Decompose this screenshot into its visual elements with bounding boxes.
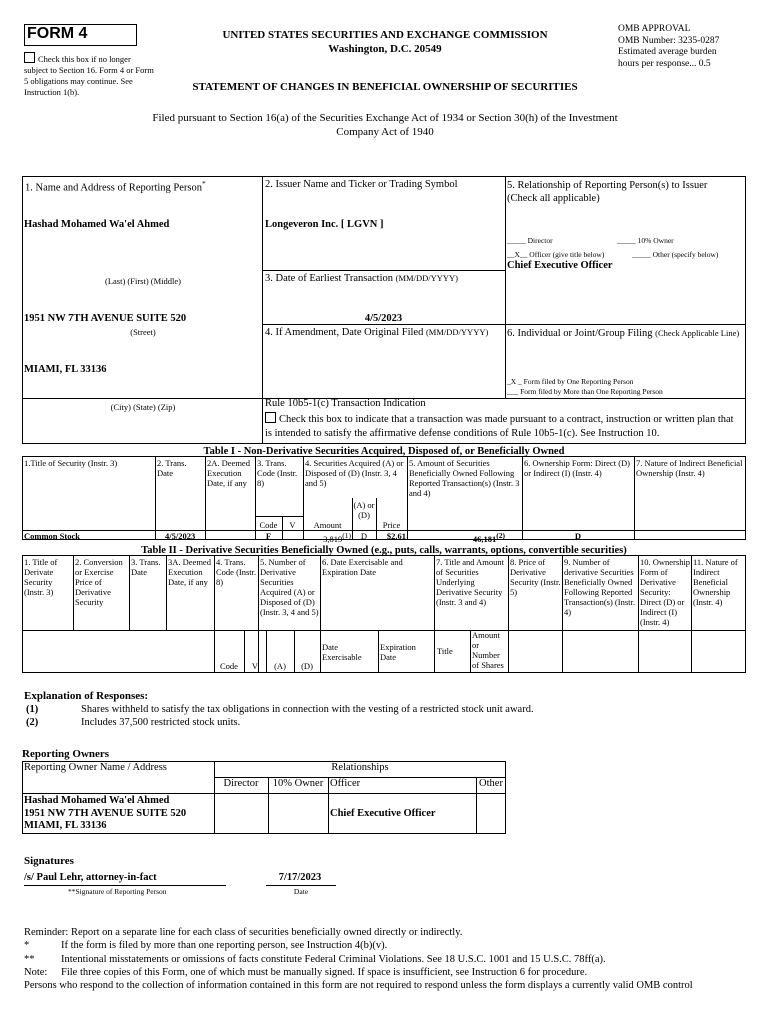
t2-col6-header: 6. Date Exercisable and Expiration Date (322, 557, 403, 577)
t1-col4-header: 4. Securities Acquired (A) or Disposed of (D) (Instr. 3, 4 and 5) (305, 458, 404, 488)
street-label: (Street) (130, 327, 156, 337)
explanation-note-2: Includes 37,500 restricted stock units. (81, 717, 241, 728)
footer-persons-text: Persons who respond to the collection of information contained in this form are not required to respond unless the form displays a currently valid OMB control (24, 980, 693, 991)
t2-sub-d: (D) (301, 661, 313, 671)
t1-col5-header: 5. Amount of Securities Beneficially Owned Following Reported Transaction(s) (Instr. 3 and 4) (409, 458, 520, 498)
statement-title: STATEMENT OF CHANGES IN BENEFICIAL OWNERSHIP OF SECURITIES (192, 81, 578, 93)
signature-name: /s/ Paul Lehr, attorney-in-fact (24, 872, 157, 883)
owners-col-other: Other (479, 778, 503, 789)
owners-col-10pct: 10% Owner (272, 778, 324, 789)
owners-col-director: Director (223, 778, 259, 789)
t2-sub-amount: Amount or Number of Shares (472, 630, 504, 670)
t1-row-security: Common Stock (24, 531, 80, 541)
agency-name: UNITED STATES SECURITIES AND EXCHANGE COMMISSION (222, 29, 548, 41)
explanation-heading: Explanation of Responses: (24, 690, 149, 702)
t2-col3a-header: 3A. Deemed Execution Date, if any (168, 557, 211, 587)
rule-10b5-label: Rule 10b5-1(c) Transaction Indication (265, 398, 426, 409)
t1-sub-v: V (289, 520, 296, 530)
footer-star: * (24, 940, 30, 951)
footer-reminder: Reminder: Report on a separate line for each class of securities beneficially owned directly or indirectly. (24, 927, 463, 938)
earliest-date-value: 4/5/2023 (364, 313, 403, 324)
signatures-heading: Signatures (24, 855, 74, 867)
t1-col6-header: 6. Ownership Form: Direct (D) or Indirect (I) (Instr. 4) (524, 458, 630, 478)
officer-option[interactable]: __X__ Officer (give title below) (507, 250, 605, 259)
t2-sub-code: Code (220, 661, 238, 671)
t1-col3-header: 3. Trans. Code (Instr. 8) (257, 458, 298, 488)
rule-10b5-text: Check this box to indicate that a transaction was made pursuant to a contract, instruction or written plan that is intended to satisfy the affirmative defense conditions of Rule 10b5-1(c). See Instruction 10. (265, 414, 734, 439)
owners-col-officer: Officer (330, 778, 361, 789)
t1-row-code: F (265, 531, 272, 541)
t1-sub-aord: (A) or (D) (353, 500, 375, 520)
t1-row-owned: 46,181$^{(2)}$ (472, 531, 505, 544)
t2-col2-header: 2. Conversion or Exercise Price of Derivative Security (75, 557, 123, 607)
signature-date: 7/17/2023 (278, 872, 322, 883)
director-option[interactable]: _____ Director (507, 236, 553, 245)
no-longer-subject-checkbox[interactable] (24, 52, 35, 63)
table1-title: Table I - Non-Derivative Securities Acquired, Disposed of, or Beneficially Owned (203, 446, 565, 457)
no-longer-subject-checkbox-text: Check this box if no longer subject to Section 16. Form 4 or Form 5 obligations may continue. See Instruction 1(b). (24, 54, 154, 97)
owners-col-name: Reporting Owner Name / Address (24, 762, 167, 773)
t2-col8-header: 8. Price of Derivative Security (Instr. 5) (510, 557, 561, 597)
ten-percent-owner-option[interactable]: _____ 10% Owner (617, 236, 674, 245)
signature-date-label: Date (293, 887, 309, 896)
t1-row-form: D (574, 531, 582, 541)
owner-address: Hashad Mohamed Wa'el Ahmed 1951 NW 7TH AVENUE SUITE 520 MIAMI, FL 33136 (24, 795, 187, 831)
t2-col7-header: 7. Title and Amount of Securities Underlying Derivative Security (Instr. 3 and 4) (436, 557, 505, 607)
other-option[interactable]: _____ Other (specify below) (632, 250, 719, 259)
t1-col1-header: 1.Title of Security (Instr. 3) (24, 458, 118, 468)
explanation-note-2-number: (2) (26, 717, 39, 728)
filing-more-persons-option[interactable]: ___ Form filed by More than One Reporting Person (507, 387, 663, 396)
amendment-label: 4. If Amendment, Date Original Filed (MM/DD/YYYY) (265, 327, 489, 338)
footer-star-text: If the form is filed by more than one reporting person, see Instruction 4(b)(v). (61, 940, 388, 951)
t2-sub-a: (A) (274, 661, 286, 671)
t1-sub-price: Price (382, 520, 401, 530)
city-label: (City) (State) (Zip) (110, 402, 176, 412)
footer-note-label: Note: (24, 967, 48, 978)
reporting-person-label: 1. Name and Address of Reporting Person* (25, 179, 206, 194)
issuer-name: Longeveron Inc. [ LGVN ] (265, 219, 384, 230)
t1-row-aord: D (360, 531, 368, 541)
t2-sub-title: Title (437, 646, 453, 656)
reporting-person-name: Hashad Mohamed Wa'el Ahmed (24, 219, 170, 230)
explanation-note-1-number: (1) (26, 704, 39, 715)
omb-approval: OMB APPROVAL OMB Number: 3235-0287 Estimated average burden hours per response... 0.5 (618, 24, 720, 69)
officer-title: Chief Executive Officer (507, 260, 613, 271)
t1-row-date: 4/5/2023 (165, 531, 196, 541)
t2-col10-header: 10. Ownership Form of Derivative Security: Direct (D) or Indirect (I) (Instr. 4) (640, 557, 691, 627)
filing-label: 6. Individual or Joint/Group Filing (Check Applicable Line) (507, 328, 740, 339)
t1-col7-header: 7. Nature of Indirect Beneficial Ownership (Instr. 4) (636, 458, 743, 478)
t1-col2-header: 2. Trans. Date (157, 458, 187, 478)
name-parts-label: (Last) (First) (Middle) (104, 276, 181, 286)
t1-sub-code: Code (259, 520, 278, 530)
rule-10b5-checkbox[interactable] (265, 412, 276, 423)
t2-col3-header: 3. Trans. Date (131, 557, 161, 577)
signature-label: **Signature of Reporting Person (68, 887, 167, 896)
footer-note-text: File three copies of this Form, one of which must be manually signed. If space is insufficient, see Instruction 6 for procedure. (61, 967, 588, 978)
footer-double-star-text: Intentional misstatements or omissions of facts constitute Federal Criminal Violations. See 18 U.S.C. 1001 and 15 U.S.C. 78ff(a). (61, 954, 606, 965)
t2-col1-header: 1. Title of Derivate Security (Instr. 3) (24, 557, 58, 597)
t1-row-amount: 3,819$^{(1)}$ (323, 531, 351, 544)
issuer-label: 2. Issuer Name and Ticker or Trading Symbol (265, 179, 458, 190)
owner-officer-title: Chief Executive Officer (330, 808, 436, 819)
street-address: 1951 NW 7TH AVENUE SUITE 520 (24, 313, 187, 324)
filing-one-person-option[interactable]: _X _ Form filed by One Reporting Person (507, 377, 634, 386)
t2-sub-expiration: Expiration Date (380, 642, 416, 662)
t1-row-price: $2.61 (386, 531, 406, 541)
reporting-owners-heading: Reporting Owners (22, 748, 110, 760)
t2-col4-header: 4. Trans. Code (Instr. 8) (216, 557, 257, 587)
t2-col9-header: 9. Number of derivative Securities Beneficially Owned Following Reported Transaction(s) (Instr. 4) (564, 557, 635, 617)
t2-col11-header: 11. Nature of Indirect Beneficial Ownership (Instr. 4) (693, 557, 738, 607)
owners-col-relationships: Relationships (331, 762, 389, 773)
t1-sub-amount: Amount (313, 520, 342, 530)
relationship-label: 5. Relationship of Reporting Person(s) to Issuer (Check all applicable) (507, 180, 708, 204)
earliest-date-label: 3. Date of Earliest Transaction (MM/DD/YYYY) (265, 273, 458, 284)
table2-title: Table II - Derivative Securities Beneficially Owned (e.g., puts, calls, warrants, options, convertible securities) (141, 545, 627, 556)
filed-pursuant-text: Filed pursuant to Section 16(a) of the Securities Exchange Act of 1934 or Section 30(h) of the Investment Company Act of 1940 (152, 112, 618, 138)
t2-sub-v: V (251, 661, 259, 671)
agency-location: Washington, D.C. 20549 (328, 43, 442, 55)
t2-col5-header: 5. Number of Derivative Securities Acquired (A) or Disposed of (D) (Instr. 3, 4 and 5) (260, 557, 319, 617)
form-title: FORM 4 (27, 25, 88, 42)
city-state-zip: MIAMI, FL 33136 (24, 364, 107, 375)
t1-col2a-header: 2A. Deemed Execution Date, if any (207, 458, 250, 488)
explanation-note-1: Shares withheld to satisfy the tax obligations in connection with the vesting of a restricted stock unit award. (81, 704, 534, 715)
t2-sub-date-exercisable: Date Exercisable (322, 642, 362, 662)
footer-double-star: ** (24, 954, 35, 965)
